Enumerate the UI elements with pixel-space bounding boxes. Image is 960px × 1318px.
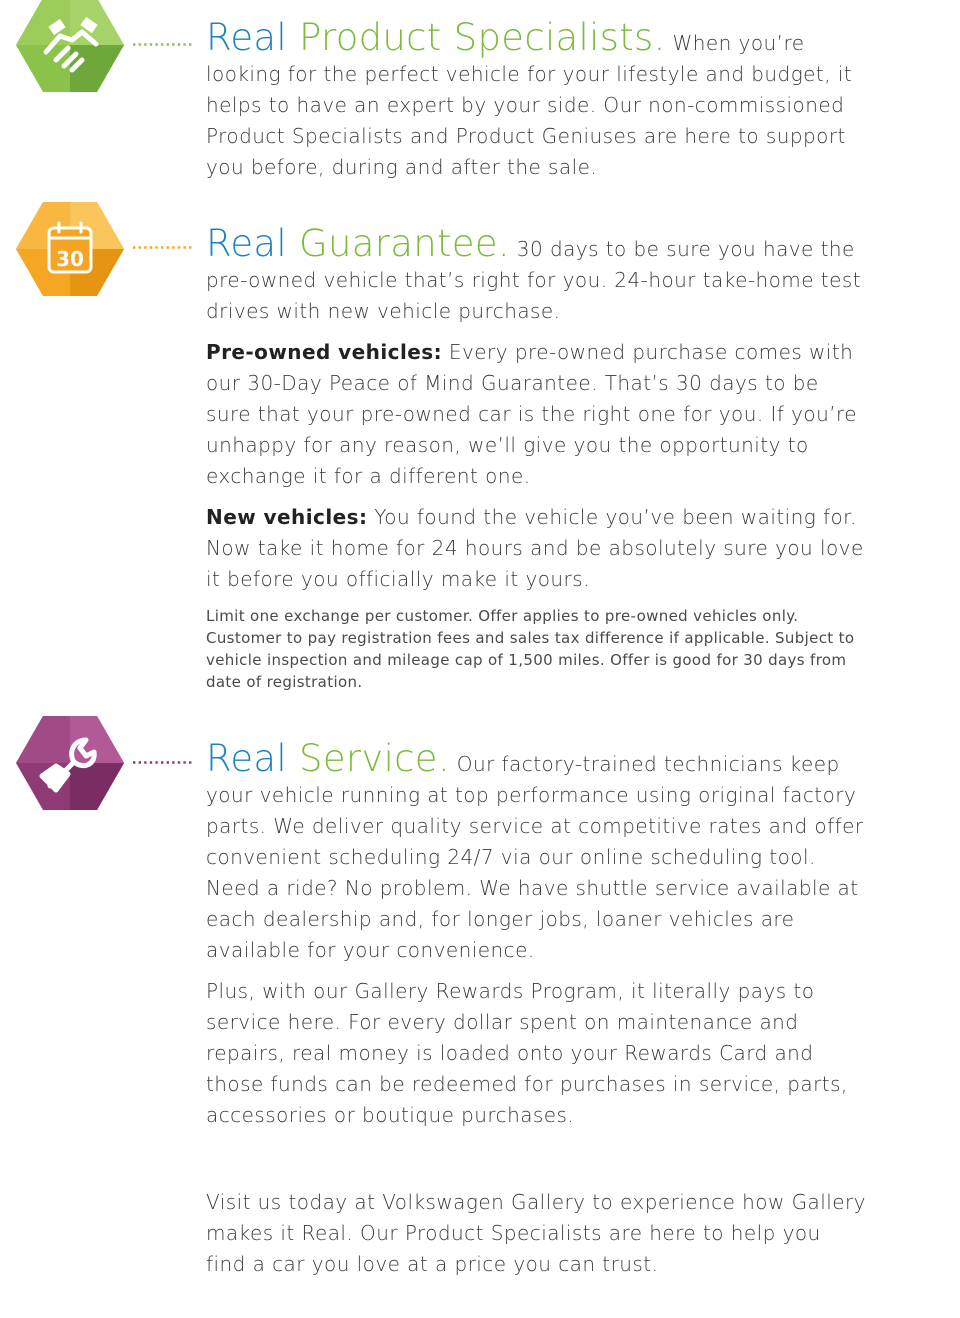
guarantee-fine-print: Limit one exchange per customer. Offer applies to pre-owned vehicles only. Customer to pay registration fees and sales tax difference if applicable. Subject to vehicle inspection and mileage cap of 1,500 miles. Offer is good for 30 days from date of registration. — [206, 607, 855, 691]
guarantee-paragraph — [206, 222, 866, 327]
new-vehicles-label: New vehicles: — [206, 505, 368, 529]
new-vehicles-paragraph — [206, 502, 866, 595]
dotted-connector — [132, 43, 194, 46]
product-specialists-paragraph — [206, 16, 866, 183]
new-vehicles-text: You found the vehicle you’ve been waiting for. Now take it home for 24 hours and be absolutely sure you love it before you officially make it yours. — [206, 505, 864, 591]
service-lead: Our factory-trained technicians keep your vehicle running at top performance using original factory parts. We deliver quality service at competitive rates and offer convenient scheduling 24/7 via our online scheduling tool. Need a ride? No problem. We have shuttle service available at each dealership and, for longer jobs, loaner vehicles are available for your convenience. — [206, 752, 864, 962]
closing-paragraph: Visit us today at Volkswagen Gallery to experience how Gallery makes it Real. Our Product Specialists are here to help you find a car you love at a price you can trust. — [206, 1190, 866, 1276]
dotted-connector — [132, 246, 194, 249]
heading-service: Real Service. — [206, 737, 450, 780]
dotted-connector — [132, 761, 194, 764]
rewards-paragraph: Plus, with our Gallery Rewards Program, it literally pays to service here. For every dollar spent on maintenance and repairs, real money is loaded onto your Rewards Card and those funds can be redeemed for purchases in service, parts, accessories or boutique purchases. — [206, 979, 848, 1127]
handshake-icon — [16, 0, 124, 92]
closing-block — [206, 1187, 866, 1280]
service-paragraph — [206, 737, 866, 966]
calendar-number: 30 — [56, 247, 84, 271]
wrench-hand-icon — [16, 716, 124, 810]
guarantee-lead: 30 days to be sure you have the pre-owned vehicle that’s right for you. 24-hour take-home test drives with new vehicle purchase. — [206, 237, 861, 323]
preowned-paragraph — [206, 337, 866, 492]
heading-product-specialists: Real Product Specialists. — [206, 16, 666, 59]
preowned-text: Every pre-owned purchase comes with our 30-Day Peace of Mind Guarantee. That’s 30 days to be sure that your pre-owned car is the right one for you. If you’re unhappy for any reason, we’ll give you the opportunity to exchange it for a different one. — [206, 340, 858, 488]
product-specialists-lead: When you’re looking for the perfect vehicle for your lifestyle and budget, it helps to have an expert by your side. Our non-commissioned Product Specialists and Product Geniuses are here to support you before, during and after the sale. — [206, 31, 853, 179]
preowned-label: Pre-owned vehicles: — [206, 340, 443, 364]
calendar-30-icon — [16, 202, 124, 296]
heading-guarantee: Real Guarantee. — [206, 222, 510, 265]
